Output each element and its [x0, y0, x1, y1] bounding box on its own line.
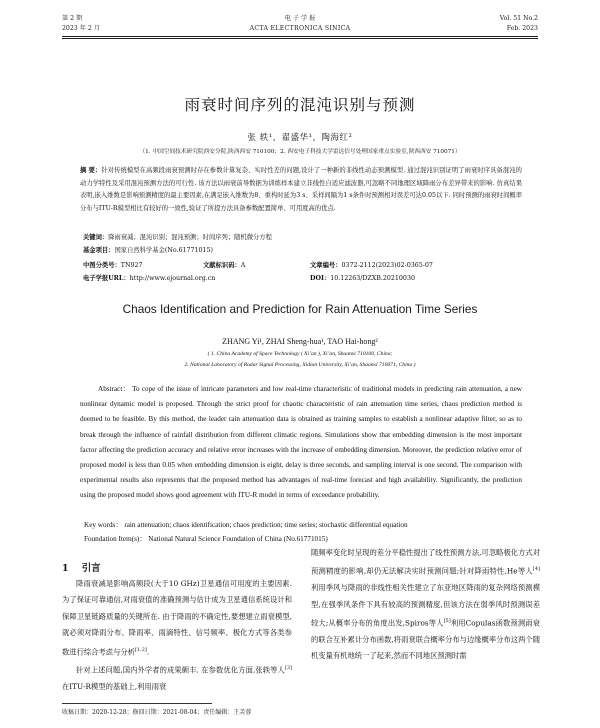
left-p2-ref: [3] [284, 665, 292, 672]
affiliations-cn: （1. 中国空间技术研究院西安分院,陕西西安 710100；2. 西安电子科技大学雷达信号处理国家重点实验室,陕西西安 710071） [139, 149, 461, 155]
abstract-en-label: Abstract： [98, 385, 131, 393]
left-paragraph-2 [62, 660, 292, 695]
right-p1-text: 随频率变化时呈现的差分平稳性提出了线性预测方法,可忽略极化方式对预测精度的影响,却仍无法解决实时预测问题;针对降雨特性,He等人 [311, 548, 540, 576]
meta-clc [83, 260, 143, 271]
keywords-cn-text: 降雨衰减；混沌识别；混沌预测；时间序列；随机微分方程 [108, 234, 272, 241]
doc-code-value: A [240, 262, 246, 269]
meta-article-no [310, 260, 433, 271]
right-p1-ref: [4] [532, 566, 540, 573]
left-p1-ref: [1,2] [134, 646, 147, 653]
affiliation-en-1: ( 1. China Academy of Space Technology ( Xi’an ), Xi’an, Shaanxi 710100, China; [207, 351, 393, 357]
meta-doi [310, 273, 415, 284]
authors-en: ZHANG Yi¹, ZHAI Sheng-hua¹, TAO Hai-hong² [222, 337, 378, 346]
header-month: Feb. 2023 [506, 25, 538, 32]
fund-en-label: Foundation Item(s)： [84, 535, 147, 543]
doi-value: 10.12263/DZXB.20210030 [330, 275, 415, 282]
left-p2-end: 在ITU-R模型的基础上,利用雨衰 [62, 682, 167, 692]
header-issue: 第 2 期 [62, 15, 83, 22]
meta-doc-code [203, 260, 245, 271]
right-p1-mid: 利用季风与降雨的非线性相关性建立了东亚地区降雨的复杂网络预测模型,在强季风条件下具有较高的预测精度,但该方法在弱季风时预测误差较大;从概率分布的角度出发,Spiros等人 [311, 583, 540, 628]
abstract-en [80, 382, 522, 504]
header-journal-en: ACTA ELECTRONICA SINICA [249, 25, 351, 32]
header-rule-thin [62, 38, 538, 39]
authors-cn: 张 轶¹，翟盛华¹，陶海红² [247, 132, 353, 142]
abstract-cn-label: 摘 要： [80, 167, 102, 174]
paper-title-cn: 雨衰时间序列的混沌识别与预测 [184, 96, 416, 114]
left-p1-text: 降雨衰减是影响高频段(大于10 GHz)卫星通信可用度的主要因素. 为了保证可靠通信,对雨衰值的准确预测与估计成为卫星通信系统设计和保障卫星链路质量的关键所在. 由于降雨的不确定性,要想建立雨衰模型,就必须对降雨分布、降雨率、雨滴特性、信号频率、极化方式等各类参数进行综合考虑与分析 [62, 579, 292, 657]
header-date: 2023 年 2 月 [62, 25, 100, 32]
left-p1-end: . [146, 647, 150, 657]
keywords-en [80, 518, 522, 533]
footnote: 收稿日期：2020-12-28；修回日期：2021-08-04；责任编辑：王芙蓉 [62, 709, 252, 716]
abstract-cn-text: 针对传统模型在高频段雨衰预测时存在参数计算复杂、实时性差的问题,设计了一种新的非线性动态预测模型. 通过混沌识别证明了雨衰时序具备混沌的动力学特性及采用混沌预测方法的可行性. 该方法以雨衰前导数据为训练样本建立非线性自适应滤波器,可忽略不同地理区域降雨分布差异带来的影响. 仿真结果表明,嵌入维数是影响预测精度的最主要因素,在满足嵌入维数为8、重构时延为3 s、采样间隔为1 s条件时预测相对误差可达0.05以下. 同时预测的雨衰时间概率分布与ITU-R模型相比有较好的一致性,验证了所提方法具备参数配置简单、可用度高的优点. [80, 167, 522, 212]
right-column [311, 545, 540, 665]
left-column [62, 576, 292, 696]
abstract-cn [80, 165, 522, 215]
right-p1-ref2: [5] [443, 618, 451, 625]
right-paragraph-1 [311, 545, 540, 665]
header-volume: Vol. 51 No.2 [499, 15, 538, 22]
url-value[interactable]: http://www.ejournal.org.cn [129, 275, 216, 282]
keywords-en-label: Key words： [84, 521, 123, 529]
url-label: 电子学报URL： [83, 275, 130, 282]
fund-cn-text: 国家自然科学基金(No.61771015) [114, 247, 214, 254]
section-heading [62, 560, 101, 574]
header-rule [62, 36, 538, 37]
clc-value: TN927 [120, 262, 143, 269]
doi-label: DOI： [310, 275, 331, 282]
clc-label: 中图分类号： [83, 262, 121, 269]
fund-cn-label: 基金项目： [83, 247, 115, 254]
left-paragraph-1 [62, 576, 292, 660]
keywords-cn-label: 关键词： [83, 234, 109, 241]
doc-code-label: 文献标识码： [203, 262, 241, 269]
affiliation-en-2: 2. National Laboratory of Radar Signal Processing, Xidian University, Xi’an, Shaanxi 710071, China ) [184, 362, 416, 368]
article-no-label: 文章编号： [310, 262, 342, 269]
left-p2-text: 针对上述问题,国内外学者的成果颇丰. 在参数优化方面,张轶等人 [76, 665, 285, 675]
meta-url [83, 273, 215, 284]
header-journal-cn: 电 子 学 报 [284, 15, 316, 22]
fund-en-text: National Natural Science Foundation of China (No.61771015) [148, 535, 328, 543]
article-no-value: 0372-2112(2023)02-0365-07 [341, 262, 433, 269]
abstract-en-text: To cope of the issue of intricate parameters and low real-time characteristic of traditional models in predicting rain attenuation, a new nonlinear dynamic model is proposed. Through the strict proof for chaotic characteristic of rain attenuation time series, chaos prediction method is deemed to be feasible. By this method, the leader rain attenuation data is obtained as training samples to establish a nonlinear adaptive filter, so as to break through the influence of rainfall distribution from different climatic regions. Simulations show that embedding dimension is the most important factor affecting the prediction accuracy and relative error increases with the increase of embedding dimension. Moreover, the prediction relative error of proposed model is less than 0.05 when embedding dimension is eight, delay is three seconds, and sampling interval is one second. The comparison with experimental results also represents that the proposed method has advantages of real-time forecast and high availability. Significantly, the prediction using the proposed model shows good agreement with ITU-R model in terms of exceedance probability. [80, 385, 522, 500]
section-title: 引言 [81, 563, 101, 574]
footnote-rule [62, 703, 212, 704]
section-number: 1 [62, 563, 69, 574]
right-p1-end: 利用Copulas函数预测雨衰的联合互补累计分布函数,将雨衰联合概率分布与边缘概率分布这两个随机变量有机地统一了起来,然而不同地区预测时需 [311, 618, 541, 661]
fund-cn [83, 245, 525, 258]
keywords-en-text: rain attenuation; chaos identification; chaos prediction; time series; stochastic differential equation [124, 521, 408, 529]
keywords-cn [83, 232, 525, 245]
paper-title-en: Chaos Identification and Prediction for Rain Attenuation Time Series [122, 302, 478, 316]
